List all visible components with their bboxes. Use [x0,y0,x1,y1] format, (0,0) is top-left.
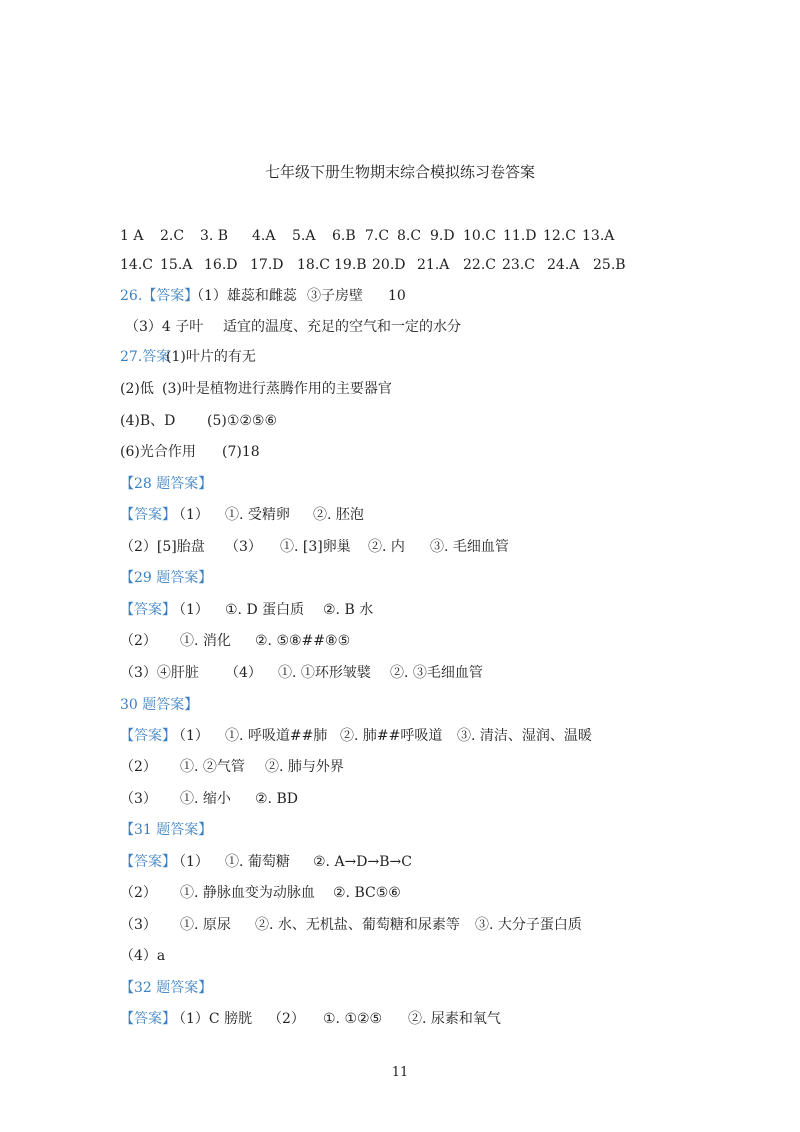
section-header: 【31 题答案】 [120,822,213,838]
document-title: 七年级下册生物期末综合模拟练习卷答案 [264,163,535,181]
mc-answer: 19.B [334,257,367,273]
answer-text: ②. ③毛细血管 [390,665,483,681]
mc-answer: 25.B [593,257,626,273]
mc-answer: 12.C [543,228,576,244]
answer-text: （1）C 膀胱 [172,1011,253,1027]
answer-text: (7)18 [222,444,260,460]
answer-text: （3） [120,791,157,807]
mc-answer: 10.C [463,228,496,244]
mc-answer: 23.C [502,257,535,273]
answer-text: 适宜的温度、充足的空气和一定的水分 [223,319,461,335]
answer-text: (5)①②⑤⑥ [207,413,278,429]
mc-answer: 5.A [292,228,316,244]
answer-text: （3）④肝脏 [120,665,199,681]
answer-text: ②. A→D→B→C [313,854,412,870]
mc-answer: 21.A [417,257,450,273]
answer-text: ②. 尿素和氧气 [408,1011,501,1027]
mc-answer: 24.A [547,257,580,273]
answer-label: 【答案】 [120,602,176,618]
answer-text: ①. 缩小 [180,791,231,807]
answer-text: ①. D 蛋白质 [225,602,305,618]
mc-answer: 1 A [120,228,144,244]
answer-text: ③子房壁 [307,288,363,304]
mc-answer: 13.A [582,228,615,244]
answer-text: ①. [3]卵巢 [280,539,351,555]
answer-text: （1） [172,507,209,523]
answer-label: 26.【答案】 [120,288,199,304]
answer-text: （1） [172,602,209,618]
answer-text: （2）[5]胎盘 [120,539,205,555]
answer-text: ①. 消化 [180,633,231,649]
answer-text: ②. 肺与外界 [265,759,344,775]
answer-text: ②. ⑤⑧##⑧⑤ [255,633,351,649]
answer-text: （2） [268,1011,305,1027]
answer-text: ①. ①②⑤ [323,1011,383,1027]
answer-text: （2） [120,885,157,901]
mc-answer: 8.C [397,228,422,244]
mc-answer: 15.A [160,257,193,273]
section-header: 【32 题答案】 [120,980,213,996]
answer-text: (4)B、D [120,413,176,429]
answer-text: (6)光合作用 [120,444,196,460]
answer-text: ②. 水、无机盐、葡萄糖和尿素等 [255,917,460,933]
answer-text: ②. BC⑤⑥ [333,885,401,901]
answer-text: ①. ①环形皱襞 [278,665,371,681]
answer-text: ②. 肺##呼吸道 [340,728,443,744]
answer-text: ②. 胚泡 [313,507,364,523]
page-number: 11 [391,1065,409,1080]
answer-text: （4） [225,665,262,681]
answer-text: （2） [120,759,157,775]
answer-label: 【答案】 [120,507,176,523]
answer-text: （1） [172,854,209,870]
mc-answer: 14.C [120,257,153,273]
answer-text: ②. B 水 [323,602,374,618]
answer-text: ①. ②气管 [180,759,245,775]
answer-text: (2)低 [120,381,154,397]
mc-answer: 20.D [372,257,406,273]
answer-text: ③. 毛细血管 [430,539,509,555]
answer-text: （3）4 子叶 [125,319,204,335]
answer-text: ②. 内 [368,539,405,555]
answer-text: (3)叶是植物进行蒸腾作用的主要器官 [162,381,392,397]
mc-answer: 18.C [297,257,330,273]
answer-text: 10 [388,288,406,304]
mc-answer: 7.C [365,228,390,244]
answer-text: （3） [120,917,157,933]
answer-text: (1)叶片的有无 [166,349,256,365]
answer-text: （1） [172,728,209,744]
mc-answer: 4.A [252,228,276,244]
mc-answer: 2.C [160,228,185,244]
mc-answer: 6.B [332,228,356,244]
answer-label: 【答案】 [120,854,176,870]
section-header: 30 题答案】 [120,697,199,713]
mc-answer: 16.D [204,257,238,273]
answer-text: ①. 呼吸道##肺 [225,728,328,744]
answer-text: ①. 葡萄糖 [225,854,290,870]
mc-answer: 22.C [463,257,496,273]
section-header: 【28 题答案】 [120,476,213,492]
mc-answer: 9.D [430,228,455,244]
answer-text: （3） [225,539,262,555]
answer-text: ③. 大分子蛋白质 [475,917,582,933]
answer-label: 【答案】 [120,728,176,744]
answer-text: （4）a [120,948,166,964]
mc-answer: 17.D [250,257,284,273]
section-header: 【29 题答案】 [120,570,213,586]
mc-answer: 3. B [200,228,229,244]
answer-label: 【答案】 [120,1011,176,1027]
answer-text: （2） [120,633,157,649]
answer-text: ①. 受精卵 [225,507,290,523]
answer-text: ②. BD [255,791,298,807]
answer-text: ③. 清洁、湿润、温暖 [457,728,592,744]
mc-answer: 11.D [503,228,537,244]
answer-text: ①. 原尿 [180,917,231,933]
answer-label: 27.答案 [120,349,171,365]
answer-text: ①. 静脉血变为动脉血 [180,885,315,901]
answer-text: （1）雄蕊和雌蕊 [190,288,297,304]
